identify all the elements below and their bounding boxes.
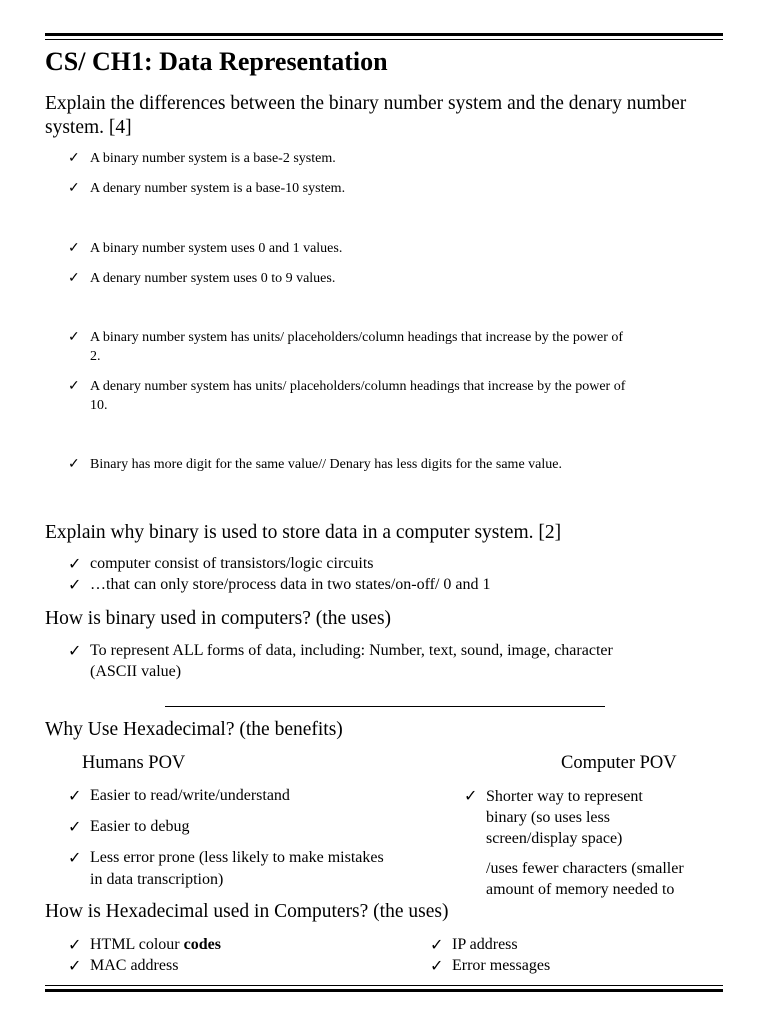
q1-item: Binary has more digit for the same value// Denary has less digits for the same value. [90,457,562,472]
q3-question: How is binary used in computers? (the uses) [45,608,392,629]
bottom-rule-thick [45,989,723,992]
q1-item: A binary number system uses 0 and 1 values. [90,241,343,256]
check-icon: ✓ [68,958,82,975]
q3-item: To represent ALL forms of data, including: Number, text, sound, image, character [90,642,613,659]
computer-pov-text [486,786,726,898]
q3-item-continued: (ASCII value) [90,663,182,680]
q2-item: computer consist of transistors/logic circuits [90,555,374,572]
hex-use-html [90,936,221,954]
check-icon: ✓ [430,937,444,954]
humans-item: Easier to read/write/understand [90,787,290,804]
check-icon: ✓ [430,958,444,975]
check-icon: ✓ [68,788,82,805]
humans-pov-heading: Humans POV [82,753,186,773]
computer-line: binary (so uses less [486,809,610,826]
check-icon: ✓ [68,151,80,166]
q2-question: Explain why binary is used to store data in a computer system. [2] [45,522,562,543]
check-icon: ✓ [464,788,478,805]
computer-line: amount of memory needed to [486,881,675,898]
page-title: CS/ CH1: Data Representation [45,47,388,76]
hex-use-html-bold: codes [183,936,221,953]
q2-item: …that can only store/process data in two states/on-off/ 0 and 1 [90,576,491,593]
computer-line: /uses fewer characters (smaller [486,860,684,877]
check-icon: ✓ [68,379,80,394]
check-icon: ✓ [68,556,82,573]
check-icon: ✓ [68,643,82,660]
q1-item: A binary number system has units/ placeholders/column headings that increase by the power of [90,330,624,345]
computer-line: screen/display space) [486,830,623,847]
top-rule-thin [45,39,723,40]
q1-item: A denary number system has units/ placeholders/column headings that increase by the power of [90,379,626,394]
humans-item-continued: in data transcription) [90,871,224,888]
hex-use-html-text: HTML colour [90,936,184,953]
q1-item: A denary number system uses 0 to 9 values. [90,271,336,286]
q5-question: How is Hexadecimal used in Computers? (the uses) [45,901,449,922]
check-icon: ✓ [68,937,82,954]
computer-pov-heading: Computer POV [561,753,677,773]
humans-item: Less error prone (less likely to make mistakes [90,849,384,866]
humans-item: Easier to debug [90,818,190,835]
hex-use-errors: Error messages [452,957,551,974]
computer-line: Shorter way to represent [486,788,643,805]
q1-question-line1: Explain the differences between the binary number system and the denary number [45,93,687,114]
check-icon: ✓ [68,330,80,345]
q1-question-line2: system. [4] [45,117,132,138]
bottom-rule-thin [45,985,723,986]
q1-item: A binary number system is a base-2 system. [90,151,336,166]
check-icon: ✓ [68,457,80,472]
q4-question: Why Use Hexadecimal? (the benefits) [45,719,343,740]
hex-use-mac: MAC address [90,957,179,974]
check-icon: ✓ [68,850,82,867]
check-icon: ✓ [68,241,80,256]
check-icon: ✓ [68,577,82,594]
top-rule-thick [45,33,723,36]
q1-item-continued: 10. [90,398,108,413]
section-divider [165,706,605,707]
hex-use-ip: IP address [452,936,518,953]
q1-item: A denary number system is a base-10 system. [90,181,346,196]
q1-item-continued: 2. [90,349,101,364]
check-icon: ✓ [68,271,80,286]
check-icon: ✓ [68,181,80,196]
check-icon: ✓ [68,819,82,836]
